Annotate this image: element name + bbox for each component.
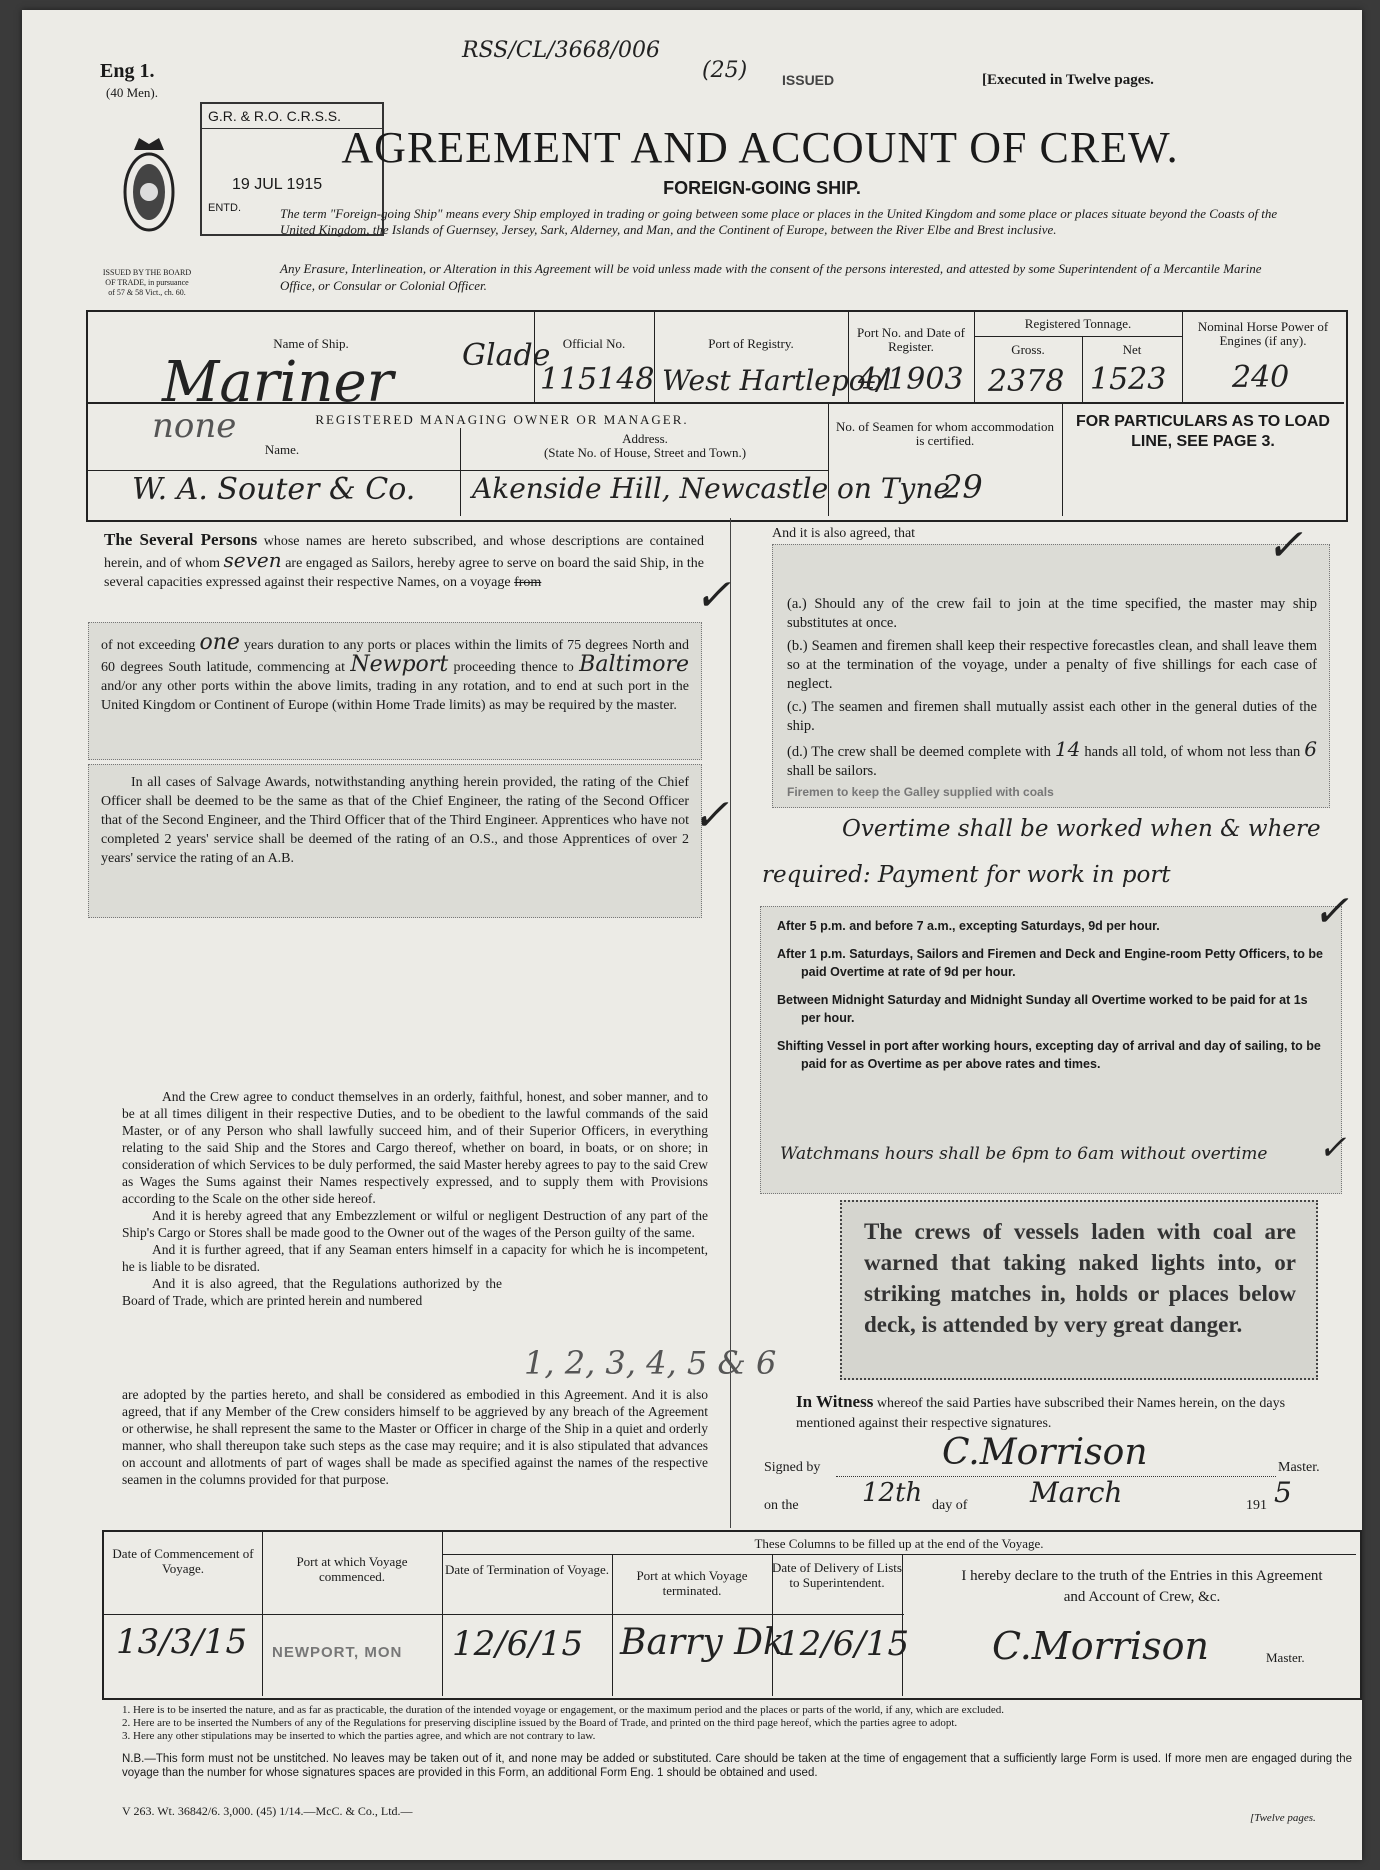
ship-name-header: Name of Ship. [273,336,349,351]
declaration-signature: C.Morrison [992,1624,1209,1668]
voyage-clause [88,622,702,760]
termination-date-value: 12/6/15 [452,1624,584,1664]
commence-date-value: 13/3/15 [116,1622,248,1662]
seamen-value: 29 [942,468,983,506]
voyage-text-3: and/or any other ports within the above limits, trading in any rotation, and to end at such port in the United Kingdom or Continent of Europe (within Home Trade limits) as may be required by the master. [101,679,689,713]
printer-line: V 263. Wt. 36842/6. 3,000. (45) 1/14.—McC. & Co., Ltd.— [122,1804,413,1818]
witness-clause [796,1392,1336,1434]
engagement-text-2: are engaged as Sailors, hereby agree to serve on board the said Ship, in the several capacities expressed against their respective Names, on a voyage [104,556,705,590]
overtime-rule-1: After 5 p.m. and before 7 a.m., excepting Saturdays, 9d per hour. [777,919,1160,933]
commencing-port-value: Newport [350,652,449,677]
form-men: (40 Men). [106,85,158,100]
declaration-text: I hereby declare to the truth of the Entries in this Agreement and Account of Crew, &c. [961,1568,1323,1605]
end-header-divider [442,1554,1356,1555]
crew-agreement-page [22,10,1362,1860]
port-no-header: Port No. and Date of Register. [857,325,965,354]
year-prefix: 191 [1246,1498,1267,1513]
nb-note: N.B.—This form must not be unstitched. No leaves may be taken out of it, and none may be added or substituted. Care should be taken at the time of engagement that a sufficiently large Form is used. If more men are engaged during the voyage than the number for whose signatures spaces are provided in this Form, an additional Form Eng. 1 should be obtained and used. [122,1753,1352,1779]
regulation-numbers: 1, 2, 3, 4, 5 & 6 [524,1344,777,1382]
ship-name-value: Mariner [162,350,394,415]
salvage-clause [88,764,702,918]
overtime-handwriting-2: required: Payment for work in port [762,862,1171,888]
form-id: Eng 1. [100,60,155,82]
rule-a: (a.) Should any of the crew fail to join at the time specified, the master may ship substitutes at once. [787,596,1317,631]
seamen-label: No. of Seamen for whom accommodation is certified. [835,419,1055,448]
rule-d-1: (d.) The crew shall be deemed complete with [787,744,1051,760]
voyage-text-2: years duration to any ports or places within the limits of 75 degrees North and 60 degrees South latitude, commencing at [101,638,690,675]
rule-d-4: shall be sailors. [787,763,877,779]
several-persons-lead: The Several Persons [104,530,258,549]
commence-port-value: NEWPORT, MON [272,1644,403,1661]
horse-header: Nominal Horse Power of Engines (if any). [1197,319,1329,348]
stamp-entd: ENTD. [208,202,241,214]
termination-port-value: Barry Dk [620,1622,785,1663]
sailors-value: 6 [1304,737,1318,761]
voyage-header-divider [104,1614,904,1615]
ship-name-scrawl: Glade [462,338,551,373]
issued-by: ISSUED BY THE BOARD OF TRADE, in pursuance of 57 & 58 Vict., ch. 60. [102,268,192,297]
check-mark-icon: ✓ [1318,1128,1347,1168]
adopted-clause [122,1386,708,1488]
conduct-text: And the Crew agree to conduct themselves in an orderly, faithful, honest, and sober manner, and to be at all times diligent in their respective Duties, and to be obedient to the lawful commands of the said Master, or of any Person who shall lawfully succeed him, and of their Superior Officers, in everything relating to the said Ship and the Stores and Cargo thereof, whether on board, in boats, or on shore; in consideration of which Services to be duly performed, the said Master hereby agrees to pay to the said Crew as Wages the Sums against their Names respectively expressed, and to supply them with Provisions according to the Scale on the other side hereof. [122,1089,708,1206]
conduct-clause [122,1088,708,1309]
gross-value: 2378 [988,364,1065,399]
termination-port-header: Port at which Voyage terminated. [636,1568,748,1598]
overtime-handwriting-1: Overtime shall be worked when & where [842,816,1321,842]
day-of-label: day of [932,1498,968,1513]
termination-date-header: Date of Termination of Voyage. [444,1562,610,1577]
owner-col-sep [460,428,461,516]
pages-note: [Twelve pages. [1250,1812,1316,1824]
from-struck: from [514,575,542,590]
regulations-text: And it is also agreed, that the Regulations authorized by the Board of Trade, which are printed herein and numbered [122,1276,502,1308]
incompetent-text: And it is further agreed, that if any Seaman enters himself in a capacity for which he is incompetent, he is liable to be disrated. [122,1242,708,1274]
danger-warning-text: The crews of vessels laden with coal are warned that taking naked lights into, or striking matches in, holds or places below deck, is attended by very great danger. [864,1219,1296,1337]
on-the-label: on the [764,1498,799,1513]
gross-header: Gross. [1011,342,1045,357]
port-header: Port of Registry. [708,336,794,351]
check-mark-icon: ✓ [1312,886,1349,937]
engagement-clause [104,530,704,592]
address-label [462,432,828,460]
crew-rules-box [772,544,1330,808]
rule-d-2: hands [1084,744,1119,760]
sign-year-value: 5 [1274,1476,1292,1509]
official-value: 115148 [540,362,655,397]
port-no-value: 4/1903 [858,362,964,397]
watchmen-note: Watchmans hours shall be 6pm to 6am without overtime [780,1144,1268,1164]
master-label: Master. [1278,1460,1320,1475]
footnote-2: 2. Here are to be inserted the Numbers of any of the Regulations for preserving discipline issued by the Board of Trade, and printed on the third page hereof, which the parties agree to adopt. [122,1717,958,1729]
owner-divider [88,470,828,471]
check-mark-icon: ✓ [694,570,731,621]
stamp-date: 19 JUL 1915 [232,176,323,193]
overtime-rule-4: Shifting Vessel in port after working hours, excepting day of arrival and day of sailing, to be paid for as Overtime as per above rates and times. [777,1039,1321,1071]
voyage-text-1: of not exceeding [101,638,196,653]
also-agreed: And it is also agreed, that [772,526,916,541]
years-value: one [199,630,240,655]
firemen-note: Firemen to keep the Galley supplied with coals [787,785,1054,799]
commence-date-header: Date of Commencement of Voyage. [112,1546,254,1576]
ref-extra: (25) [702,58,748,83]
salvage-text: In all cases of Salvage Awards, notwithstanding anything herein provided, the rating of the Chief Officer shall be deemed to be the same as that of the Chief Engineer, the rating of the Second Officer that of the Second Engineer, and the Third Officer that of the Third Engineer. Apprentices who have not completed 2 years' service shall be deemed of the rating of an O.S., and those Apprentices of over 2 years' service the rating of an A.B. [101,775,689,866]
page-title: AGREEMENT AND ACCOUNT OF CREW. [341,123,1179,172]
net-value: 1523 [1090,362,1167,397]
destination-value: Baltimore [579,652,689,677]
delivery-date-value: 12/6/15 [778,1624,910,1664]
rule-c: (c.) The seamen and firemen shall mutually assist each other in the general duties of the ship. [787,699,1317,734]
end-voyage-header: These Columns to be filled up at the end of the Voyage. [754,1536,1044,1551]
hands-value: 14 [1054,737,1081,761]
proceeding-text: proceeding thence to [453,660,574,675]
page-subtitle: FOREIGN-GOING SHIP. [663,178,861,198]
check-mark-icon: ✓ [1266,520,1303,571]
owner-name-label: Name. [264,442,300,457]
commence-port-header: Port at which Voyage commenced. [296,1554,408,1584]
overtime-rule-3: Between Midnight Saturday and Midnight Sunday all Overtime worked to be paid for at 1s per hour. [777,993,1308,1025]
footnotes [122,1704,1358,1743]
particulars-col-sep [1062,404,1063,516]
embezzle-text: And it is hereby agreed that any Embezzlement or wilful or negligent Destruction of any part of the Ship's Cargo or Stores shall be made good to the Owner out of the wages of the Person guilty of the same. [122,1208,708,1240]
owner-address-value: Akenside Hill, Newcastle on Tyne [472,472,950,505]
issued-stamp: ISSUED [782,72,835,88]
address-label-text: Address. [622,431,668,446]
owner-scrawl: none [152,406,237,446]
horse-value: 240 [1232,360,1290,395]
rule-d-3: all told, of whom not less than [1122,744,1301,760]
check-mark-icon: ✓ [692,790,729,841]
official-header: Official No. [562,336,626,351]
sign-day-value: 12th [862,1478,923,1508]
signed-by-label: Signed by [764,1460,821,1475]
load-line-note: FOR PARTICULARS AS TO LOAD LINE, SEE PAGE 3. [1076,413,1330,450]
adopted-text: are adopted by the parties hereto, and shall be considered as embodied in this Agreement. And it is also agreed, that if any Member of the Crew considers himself to be aggrieved by any breach of the Agreement or otherwise, he shall represent the same to the Master or Officer in charge of the Ship in a quiet and orderly manner, who shall thereupon take such steps as the case may require; and it is also stipulated that advances on account and allotments of part of wages shall be made as specified against the names of the respective seamen in the columns provided for that purpose. [122,1387,708,1487]
net-header: Net [1122,342,1142,357]
address-sub-text: (State No. of House, Street and Town.) [543,445,747,460]
tonnage-header: Registered Tonnage. [1024,316,1132,331]
sign-month-value: March [1030,1476,1123,1509]
danger-warning [840,1200,1318,1380]
footnote-3: 3. Here any other stipulations may be inserted to which the parties agree, and which are not contrary to law. [122,1730,596,1742]
port-value: West Hartlepool [662,364,892,397]
witness-lead: In Witness [796,1392,874,1411]
declaration-master-label: Master. [1266,1650,1305,1665]
owner-name-value: W. A. Souter & Co. [132,472,416,507]
witness-text: whereof the said Parties have subscribed their Names herein, on the days mentioned against their respective signatures. [796,1396,1286,1431]
footnote-1: 1. Here is to be inserted the nature, and as far as practicable, the duration of the intended voyage or engagement, or the maximum period and the places or parts of the world, if any, which are excluded. [122,1704,1005,1716]
rule-b: (b.) Seamen and firemen shall keep their respective forecastles clean, and shall leave them so at the termination of the voyage, under a penalty of five shillings for each case of neglect. [787,638,1317,692]
sailor-count-value: seven [223,548,282,572]
owner-header: REGISTERED MANAGING OWNER OR MANAGER. [315,412,689,427]
royal-crest-icon [114,130,184,270]
erasure-text: Any Erasure, Interlineation, or Alteration in this Agreement will be void unless made with the consent of the persons interested, and attested by some Superintendent of a Mercantile Marine Office, or Consular or Colonial Officer. [280,261,1262,293]
master-signature: C.Morrison [942,1432,1148,1473]
tonnage-divider [974,336,1182,337]
executed-note: [Executed in Twelve pages. [982,72,1154,88]
stamp-title: G.R. & R.O. C.R.S.S. [202,104,382,129]
definition-text: The term "Foreign-going Ship" means every Ship employed in trading or going between some place or places in the United Kingdom and some place or places situate beyond the Coasts of the United Kingdom, the Islands of Guernsey, Jersey, Sark, Alderney, and Man, and the Continent of Europe, between the River Elbe and Brest inclusive. [280,206,1278,237]
overtime-rule-2: After 1 p.m. Saturdays, Sailors and Firemen and Deck and Engine-room Petty Officers, to be paid Overtime at rate of 9d per hour. [777,947,1323,979]
delivery-date-header: Date of Delivery of Lists to Superintendent. [772,1560,902,1590]
engagement-text-1: whose names are hereto subscribed, and whose descriptions are contained herein, and of whom [104,534,705,571]
ref-number: RSS/CL/3668/006 [462,38,660,63]
